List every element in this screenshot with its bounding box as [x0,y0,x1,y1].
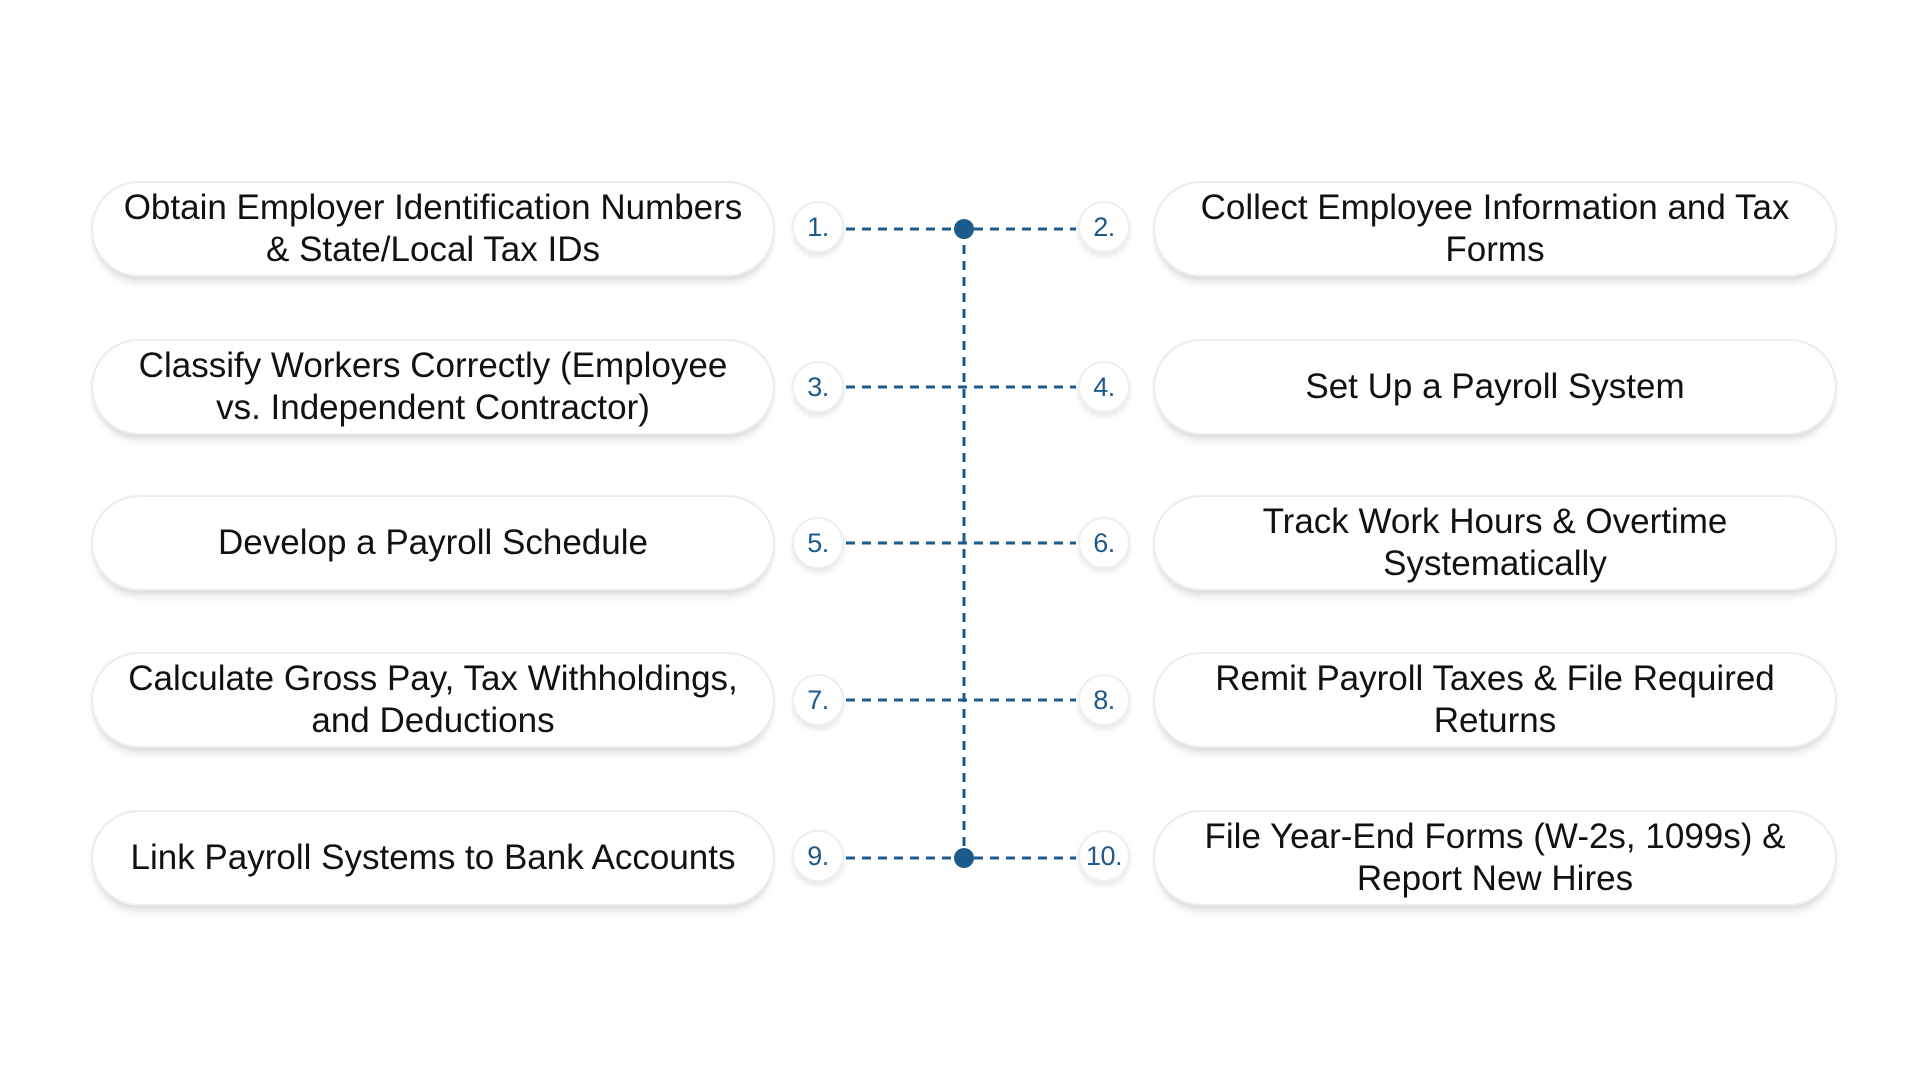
step-number-9: 9. [792,830,844,882]
step-card-2 [1153,181,1837,277]
step-number-8: 8. [1078,674,1130,726]
step-label-2: Collect Employee Information and Tax Forms [1200,188,1790,269]
step-label-8: Remit Payroll Taxes & File Required Returns [1215,659,1775,740]
step-label-3: Classify Workers Correctly (Employee vs. Independent Contractor) [138,346,728,427]
step-label-9: Link Payroll Systems to Bank Accounts [130,838,736,877]
step-card-5 [91,495,775,591]
step-card-7 [91,652,775,748]
step-label-5: Develop a Payroll Schedule [218,523,648,562]
step-card-8 [1153,652,1837,748]
step-label-6: Track Work Hours & Overtime Systematically [1262,502,1728,583]
spine-bottom-dot [954,848,974,868]
spine-top-dot [954,219,974,239]
step-number-7: 7. [792,674,844,726]
step-number-4: 4. [1078,361,1130,413]
step-number-5: 5. [792,517,844,569]
step-card-9 [91,810,775,906]
step-number-1: 1. [792,201,844,253]
step-number-6: 6. [1078,517,1130,569]
step-card-10 [1153,810,1837,906]
step-card-1 [91,181,775,277]
step-number-2: 2. [1078,201,1130,253]
step-card-3 [91,339,775,435]
step-number-10: 10. [1078,830,1130,882]
step-label-4: Set Up a Payroll System [1305,367,1685,406]
step-label-1: Obtain Employer Identification Numbers & State/Local Tax IDs [123,188,743,269]
step-card-4 [1153,339,1837,435]
step-number-3: 3. [792,361,844,413]
step-card-6 [1153,495,1837,591]
step-label-10: File Year-End Forms (W-2s, 1099s) & Report New Hires [1204,817,1786,898]
step-label-7: Calculate Gross Pay, Tax Withholdings, and Deductions [128,659,738,740]
